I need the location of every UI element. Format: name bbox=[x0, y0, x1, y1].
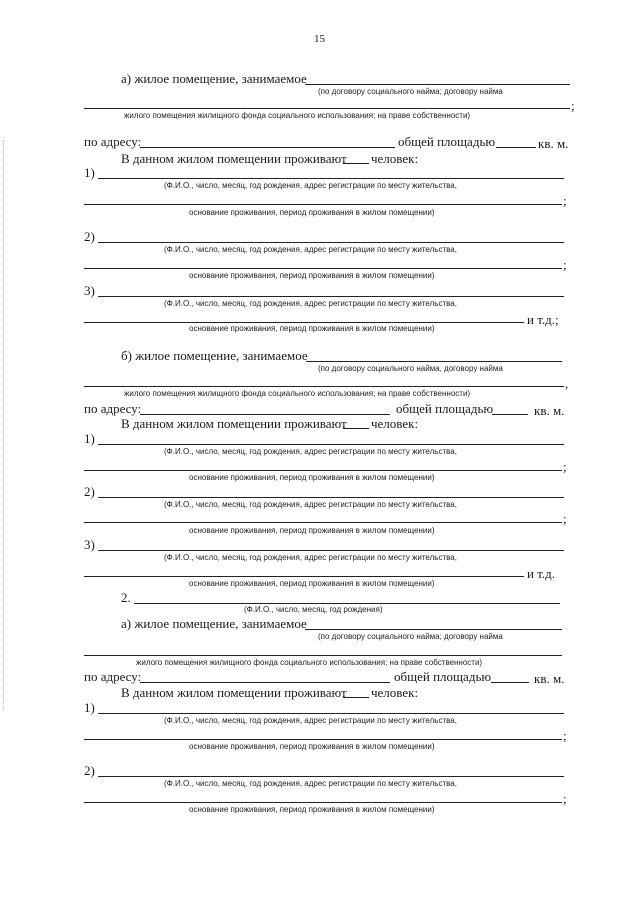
residents-label: В данном жилом помещении проживают bbox=[121, 151, 347, 166]
section-a-heading: а) жилое помещение, занимаемое bbox=[121, 616, 307, 631]
resident-basis-field[interactable] bbox=[84, 204, 562, 205]
resident-details-caption: (Ф.И.О., число, месяц, год рождения, адрес регистрации по месту жительства, bbox=[164, 500, 457, 509]
area-label: общей площадью bbox=[394, 669, 492, 684]
line-end-mark: , bbox=[565, 376, 569, 391]
line-end-mark: ; bbox=[563, 728, 567, 743]
resident-basis-field[interactable] bbox=[84, 470, 562, 471]
occupancy-basis-caption-2: жилого помещения жилищного фонда социального использования; на праве собственности) bbox=[124, 389, 471, 398]
resident-basis-caption: основание проживания, период проживания в жилом помещении) bbox=[189, 742, 435, 751]
residents-count-field[interactable] bbox=[343, 428, 369, 429]
line-end-mark: ; bbox=[563, 193, 567, 208]
resident-name-field[interactable] bbox=[98, 776, 564, 777]
resident-name-field[interactable] bbox=[98, 713, 564, 714]
resident-details-caption: (Ф.И.О., число, месяц, год рождения, адрес регистрации по месту жительства, bbox=[164, 447, 457, 456]
occupancy-basis-line[interactable] bbox=[305, 84, 570, 85]
resident-basis-field[interactable] bbox=[84, 802, 562, 803]
resident-basis-field[interactable] bbox=[84, 739, 562, 740]
address-label: по адресу: bbox=[84, 401, 142, 416]
resident-basis-caption: основание проживания, период проживания в жилом помещении) bbox=[189, 526, 435, 535]
resident-number: 1) bbox=[84, 165, 95, 180]
line-end-mark: ; bbox=[563, 511, 567, 526]
occupancy-basis-line-2[interactable] bbox=[84, 386, 564, 387]
etc-mark: и т.д.; bbox=[527, 312, 559, 327]
page-number: 15 bbox=[314, 33, 325, 45]
area-field[interactable] bbox=[492, 414, 528, 415]
line-end-mark: ; bbox=[563, 257, 567, 272]
resident-details-caption: (Ф.И.О., число, месяц, год рождения, адрес регистрации по месту жительства, bbox=[164, 299, 457, 308]
occupancy-basis-line-2[interactable] bbox=[84, 108, 570, 109]
resident-basis-caption: основание проживания, период проживания в жилом помещении) bbox=[189, 324, 435, 333]
area-label: общей площадью bbox=[398, 134, 496, 149]
residents-label: В данном жилом помещении проживают bbox=[121, 685, 347, 700]
residents-label: В данном жилом помещении проживают bbox=[121, 416, 347, 431]
area-label: общей площадью bbox=[396, 401, 494, 416]
occupancy-basis-line[interactable] bbox=[305, 629, 562, 630]
resident-basis-field[interactable] bbox=[84, 268, 562, 269]
line-end-mark: ; bbox=[571, 98, 575, 113]
occupancy-basis-caption: (по договору социального найма, договору найма bbox=[318, 364, 503, 373]
line-end-mark: ; bbox=[563, 459, 567, 474]
area-unit: кв. м. bbox=[534, 671, 565, 686]
resident-name-field[interactable] bbox=[98, 550, 564, 551]
resident-number: 2) bbox=[84, 763, 95, 778]
resident-basis-field[interactable] bbox=[84, 522, 562, 523]
occupancy-basis-line-2[interactable] bbox=[84, 655, 562, 656]
residents-count-field[interactable] bbox=[343, 163, 369, 164]
area-unit: кв. м. bbox=[534, 403, 565, 418]
address-field[interactable] bbox=[140, 414, 390, 415]
resident-details-caption: (Ф.И.О., число, месяц, год рождения, адрес регистрации по месту жительства, bbox=[164, 181, 457, 190]
scan-edge-mark bbox=[3, 140, 4, 710]
line-end-mark: ; bbox=[563, 791, 567, 806]
address-field[interactable] bbox=[140, 147, 395, 148]
resident-basis-caption: основание проживания, период проживания в жилом помещении) bbox=[189, 805, 435, 814]
resident-number: 2) bbox=[84, 229, 95, 244]
residents-suffix: человек: bbox=[371, 151, 419, 166]
resident-basis-caption: основание проживания, период проживания в жилом помещении) bbox=[189, 208, 435, 217]
occupancy-basis-caption: (по договору социального найма; договору найма bbox=[318, 87, 503, 96]
resident-basis-caption: основание проживания, период проживания в жилом помещении) bbox=[189, 271, 435, 280]
resident-name-field[interactable] bbox=[98, 497, 564, 498]
resident-number: 2) bbox=[84, 484, 95, 499]
occupancy-basis-line[interactable] bbox=[306, 361, 562, 362]
resident-details-caption: (Ф.И.О., число, месяц, год рождения, адрес регистрации по месту жительства, bbox=[164, 779, 457, 788]
address-field[interactable] bbox=[140, 682, 390, 683]
residents-count-field[interactable] bbox=[343, 697, 369, 698]
resident-basis-field[interactable] bbox=[84, 576, 524, 577]
residents-suffix: человек: bbox=[371, 416, 419, 431]
residents-suffix: человек: bbox=[371, 685, 419, 700]
area-field[interactable] bbox=[496, 147, 536, 148]
resident-details-caption: (Ф.И.О., число, месяц, год рождения, адрес регистрации по месту жительства, bbox=[164, 245, 457, 254]
address-label: по адресу: bbox=[84, 134, 142, 149]
resident-number: 3) bbox=[84, 283, 95, 298]
resident-number: 3) bbox=[84, 537, 95, 552]
area-unit: кв. м. bbox=[538, 136, 569, 151]
occupancy-basis-caption-2: жилого помещения жилищного фонда социального использования; на праве собственности) bbox=[136, 658, 483, 667]
resident-basis-caption: основание проживания, период проживания в жилом помещении) bbox=[189, 579, 435, 588]
person-caption: (Ф.И.О., число, месяц, год рождения) bbox=[244, 605, 383, 614]
section-a-heading: а) жилое помещение, занимаемое bbox=[121, 71, 307, 86]
resident-basis-field[interactable] bbox=[84, 322, 524, 323]
resident-name-field[interactable] bbox=[98, 178, 564, 179]
occupancy-basis-caption-2: жилого помещения жилищного фонда социального использования; на праве собственности) bbox=[124, 111, 471, 120]
item-number: 2. bbox=[121, 590, 131, 605]
resident-number: 1) bbox=[84, 700, 95, 715]
occupancy-basis-caption: (по договору социального найма; договору найма bbox=[318, 632, 503, 641]
resident-basis-caption: основание проживания, период проживания в жилом помещении) bbox=[189, 473, 435, 482]
address-label: по адресу: bbox=[84, 669, 142, 684]
resident-details-caption: (Ф.И.О., число, месяц, год рождения, адрес регистрации по месту жительства, bbox=[164, 716, 457, 725]
person-name-field[interactable] bbox=[134, 603, 560, 604]
resident-name-field[interactable] bbox=[98, 444, 564, 445]
resident-name-field[interactable] bbox=[98, 242, 564, 243]
area-field[interactable] bbox=[491, 682, 529, 683]
etc-mark: и т.д. bbox=[527, 566, 556, 581]
resident-details-caption: (Ф.И.О., число, месяц, год рождения, адрес регистрации по месту жительства, bbox=[164, 553, 457, 562]
section-b-heading: б) жилое помещение, занимаемое bbox=[121, 348, 308, 363]
resident-number: 1) bbox=[84, 431, 95, 446]
resident-name-field[interactable] bbox=[98, 296, 564, 297]
